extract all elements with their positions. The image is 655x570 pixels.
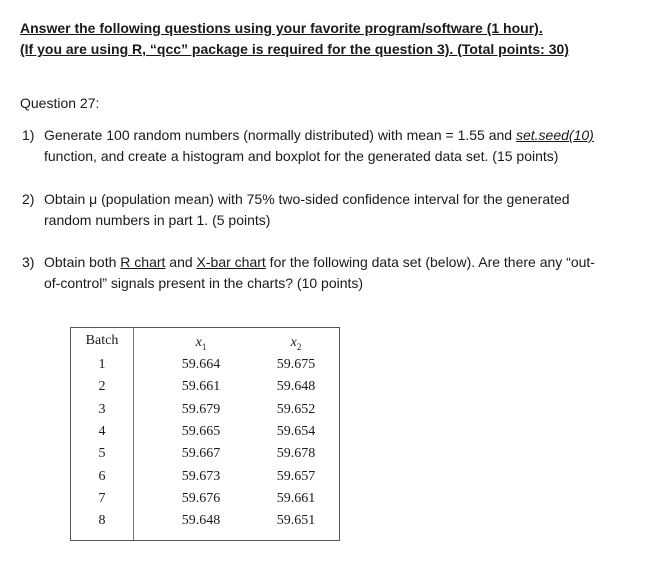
x1-sub: 1: [201, 341, 207, 352]
question-item-2: [22, 189, 637, 234]
batch-cell: 7: [98, 490, 106, 506]
x2-cell: 59.648: [276, 379, 316, 395]
item-body: [44, 189, 639, 231]
item-text: Obtain μ (population mean) with 75% two-sided confidence interval for the generated: [44, 191, 570, 207]
x2-cell: 59.661: [276, 490, 316, 506]
batch-cell: 8: [98, 513, 106, 529]
header-line-2: (If you are using R, “qcc” package is required for the question 3). (Total points: 30): [20, 41, 569, 57]
item-text: for the following data set (below). Are there any “out-: [265, 254, 595, 270]
r-chart-link: R chart: [120, 254, 166, 270]
batch-cell: 3: [98, 401, 106, 417]
x2-cell: 59.651: [276, 513, 316, 529]
x2-header: [266, 335, 326, 352]
item-number: 2): [22, 191, 35, 207]
question-item-3: [22, 252, 637, 297]
batch-cell: 1: [98, 357, 106, 372]
x1-cell: 59.648: [181, 513, 221, 529]
x2-cell: 59.654: [276, 423, 316, 439]
x2-cell: 59.675: [276, 357, 316, 372]
item-text: of-control” signals present in the charts? (10 points): [44, 275, 364, 291]
batch-cell: 2: [98, 379, 106, 395]
x1-var: x: [195, 335, 202, 350]
x2-cell: 59.652: [276, 401, 316, 417]
x1-cell: 59.673: [181, 468, 221, 484]
batch-cell: 4: [98, 423, 106, 439]
x2-var: x: [290, 335, 297, 350]
question-title: Question 27:: [20, 95, 100, 111]
item-text: Generate 100 random numbers (normally distributed) with mean = 1.55 and: [44, 127, 516, 143]
data-table: [70, 327, 340, 541]
x1-cell: 59.661: [181, 379, 221, 395]
batch-cell: 6: [98, 468, 106, 484]
x2-cell: 59.657: [276, 468, 316, 484]
x1-cell: 59.664: [181, 357, 221, 372]
item-text: random numbers in part 1. (5 points): [44, 212, 271, 228]
x1-cell: 59.679: [181, 401, 221, 417]
item-text: Obtain both: [44, 254, 121, 270]
item-body: [44, 252, 639, 294]
x2-sub: 2: [296, 341, 302, 352]
set-seed-link: set.seed(10): [515, 127, 594, 143]
x1-cell: 59.676: [181, 490, 221, 506]
item-text: and: [165, 254, 197, 270]
x1-cell: 59.667: [181, 446, 221, 462]
x1-cell: 59.665: [181, 423, 221, 439]
question-item-1: [22, 125, 637, 170]
x-bar-chart-link: X-bar chart: [196, 254, 266, 270]
item-number: 1): [22, 127, 35, 143]
batch-header: Batch: [85, 333, 119, 348]
item-body: [44, 125, 639, 167]
header-line-1: Answer the following questions using your favorite program/software (1 hour).: [20, 20, 543, 36]
x1-header: [171, 335, 231, 352]
x2-cell: 59.678: [276, 446, 316, 462]
item-text: function, and create a histogram and boxplot for the generated data set. (15 points): [44, 148, 559, 164]
item-number: 3): [22, 254, 35, 270]
batch-cell: 5: [98, 446, 106, 462]
